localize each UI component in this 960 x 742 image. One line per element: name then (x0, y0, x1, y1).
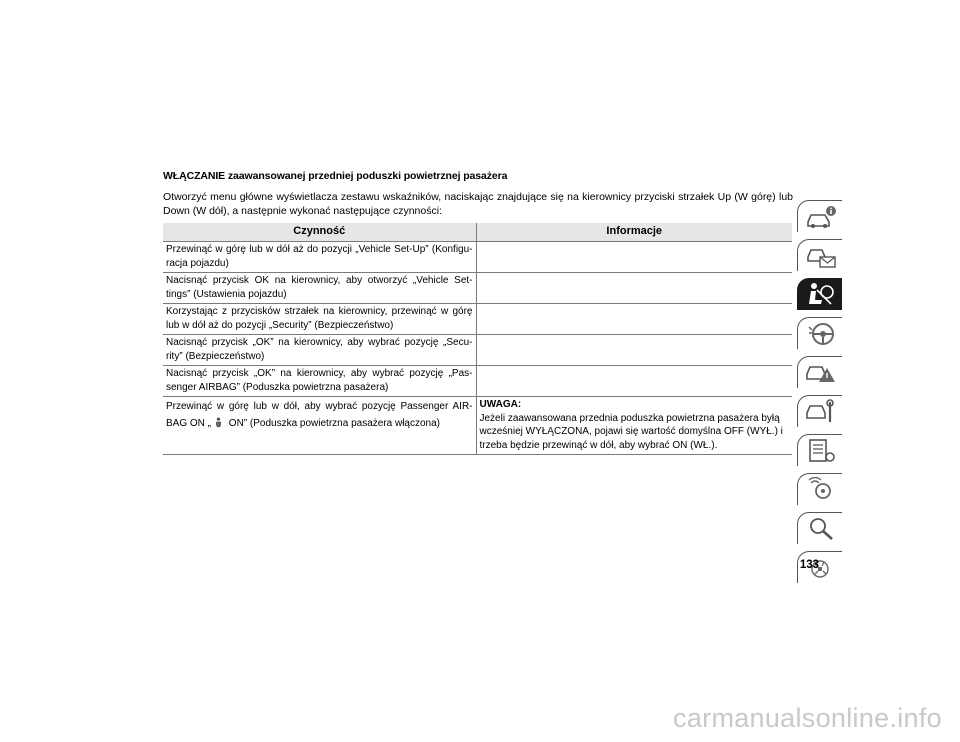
airbag-seat-icon (805, 282, 837, 308)
table-row (163, 273, 792, 304)
column-header-info: Informacje (476, 223, 792, 242)
car-wrench-icon (805, 399, 837, 425)
steering-wheel-icon (805, 321, 837, 347)
info-cell (476, 242, 792, 273)
info-cell (476, 366, 792, 397)
car-info-icon (805, 204, 837, 230)
car-warning-icon (805, 360, 837, 386)
note-text: Jeżeli zaawansowana przednia poduszka powietrzna pasażera byłą wcześniej WYŁĄCZONA, pojawi się wartość domyślna OFF (WYŁ.) i trzeba będzie przewinąć w dół, aby wybrać ON (WŁ.). (479, 412, 783, 451)
search-icon (805, 516, 837, 542)
section-heading: WŁĄCZANIE zaawansowanej przedniej poduszki powietrznej pasażera (163, 170, 508, 182)
table-row (163, 397, 792, 455)
tab-car-info[interactable] (797, 200, 842, 232)
tab-airbag-seat[interactable] (797, 278, 842, 310)
multimedia-icon (805, 477, 837, 503)
info-cell (476, 304, 792, 335)
tab-car-wrench[interactable] (797, 395, 842, 427)
action-text-after: ON” (Poduszka powietrzna pasażera włączona) (226, 418, 440, 429)
tab-car-warning[interactable] (797, 356, 842, 388)
table-row (163, 242, 792, 273)
page-number: 133 (799, 559, 819, 571)
table-row (163, 335, 792, 366)
note-label: UWAGA: (479, 399, 522, 410)
tab-multimedia[interactable] (797, 473, 842, 505)
action-text-before: Przewinąć w górę lub w dół, aby wybrać pozycję Passenger AIR-BAG ON „ (166, 401, 473, 429)
action-cell: Nacisnąć przycisk „OK” na kierownicy, aby wybrać pozycję „Pas-senger AIRBAG” (Poduszka powietrzna pasażera) (163, 366, 476, 397)
action-cell: Przewinąć w górę lub w dół aż do pozycji „Vehicle Set-Up” (Konfigu-racja pojazdu) (163, 242, 476, 273)
info-cell (476, 397, 792, 455)
info-cell (476, 273, 792, 304)
action-cell (163, 397, 476, 455)
table-row (163, 304, 792, 335)
chapter-tabs (797, 200, 842, 590)
tab-car-mail[interactable] (797, 239, 842, 271)
car-mail-icon (805, 243, 837, 269)
table-row (163, 366, 792, 397)
action-cell: Nacisnąć przycisk OK na kierownicy, aby otworzyć „Vehicle Set-tings” (Ustawienia pojazdu) (163, 273, 476, 304)
tab-specifications[interactable] (797, 434, 842, 466)
watermark: carmanualsonline.info (673, 703, 942, 733)
info-cell (476, 335, 792, 366)
specifications-list-icon (805, 438, 837, 464)
intro-paragraph: Otworzyć menu główne wyświetlacza zestawu wskaźników, naciskając znajdujące się na kierownicy przyciski strzałek Up (W górę) lub Down (W dół), a następnie wykonać następujące czynności: (163, 191, 793, 217)
action-cell: Nacisnąć przycisk „OK” na kierownicy, aby wybrać pozycję „Secu-rity” (Bezpieczeństwo) (163, 335, 476, 366)
action-cell: Korzystając z przycisków strzałek na kierownicy, przewinąć w górę lub w dół aż do pozycji „Security” (Bezpieczeństwo) (163, 304, 476, 335)
tab-search[interactable] (797, 512, 842, 544)
passenger-airbag-icon (213, 417, 224, 428)
table-header-row (163, 223, 792, 242)
steps-table (163, 223, 792, 455)
tab-steering-wheel[interactable] (797, 317, 842, 349)
column-header-action: Czynność (163, 223, 476, 242)
